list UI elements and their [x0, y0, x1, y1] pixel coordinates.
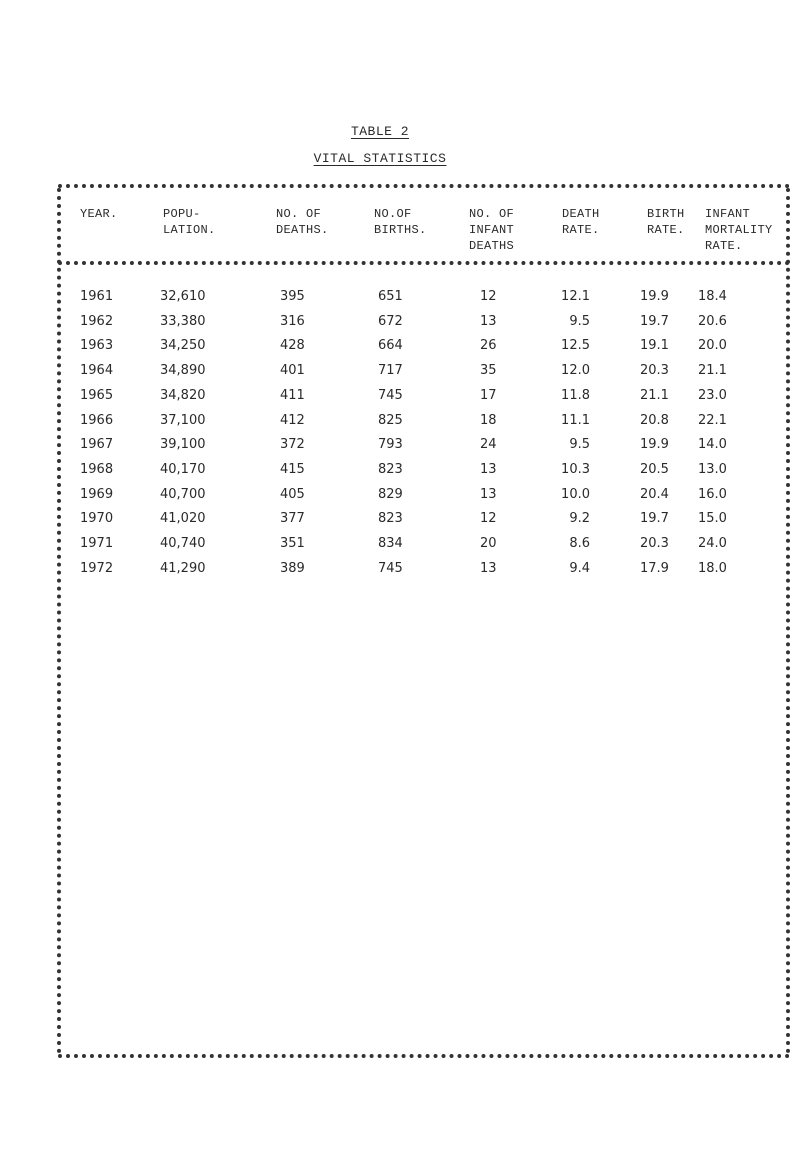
cell-births: 834: [378, 536, 403, 551]
cell-population: 34,890: [160, 363, 206, 379]
cell-death-rate: 12.5: [561, 338, 590, 354]
cell-death-rate: 12.0: [561, 363, 590, 379]
cell-population: 41,020: [160, 511, 206, 527]
cell-deaths: 316: [280, 313, 305, 329]
cell-death-rate: 9.4: [569, 560, 590, 576]
cell-deaths: 405: [280, 486, 305, 502]
cell-deaths: 401: [280, 363, 305, 379]
cell-birth-rate: 20.3: [640, 363, 669, 379]
cell-birth-rate: 17.9: [640, 560, 669, 576]
cell-birth-rate: 19.9: [640, 437, 669, 453]
cell-death-rate: 11.1: [561, 412, 590, 428]
table-title-text: TABLE 2: [350, 124, 410, 139]
cell-infant-deaths: 20: [480, 536, 497, 551]
cell-year: 1972: [80, 560, 114, 576]
header-population: POPU- LATION.: [163, 207, 216, 237]
cell-death-rate: 9.5: [569, 437, 590, 453]
cell-population: 40,740: [160, 536, 206, 551]
cell-infant-mortality: 16.0: [698, 486, 727, 502]
header-births: NO.OF BIRTHS.: [374, 207, 427, 237]
table-subtitle: [0, 151, 760, 166]
cell-infant-mortality: 20.6: [698, 313, 727, 329]
cell-birth-rate: 21.1: [640, 387, 669, 403]
cell-death-rate: 8.6: [569, 536, 590, 551]
cell-infant-mortality: 13.0: [698, 461, 727, 477]
table-title: [0, 124, 760, 139]
cell-year: 1967: [80, 437, 114, 453]
cell-birth-rate: 20.5: [640, 461, 669, 477]
bottom-dotted-border: [58, 1054, 790, 1058]
cell-birth-rate: 19.7: [640, 313, 669, 329]
header-infant-deaths: NO. OF INFANT DEATHS: [469, 207, 515, 253]
cell-infant-deaths: 35: [480, 363, 497, 379]
cell-year: 1965: [80, 387, 114, 403]
cell-birth-rate: 20.4: [640, 486, 669, 502]
cell-births: 823: [378, 511, 403, 527]
cell-infant-mortality: 18.0: [698, 560, 727, 576]
cell-infant-deaths: 13: [480, 313, 497, 329]
cell-population: 41,290: [160, 560, 206, 576]
cell-infant-mortality: 22.1: [698, 412, 727, 428]
cell-population: 34,250: [160, 338, 206, 354]
cell-year: 1966: [80, 412, 114, 428]
cell-deaths: 428: [280, 338, 305, 354]
header-infant-mortality: INFANT MORTALITY RATE.: [705, 207, 773, 253]
cell-deaths: 395: [280, 289, 305, 304]
cell-infant-deaths: 13: [480, 461, 497, 477]
header-birth-rate: BIRTH RATE.: [647, 207, 685, 237]
cell-births: 664: [378, 338, 403, 354]
cell-births: 793: [378, 437, 403, 453]
cell-infant-mortality: 15.0: [698, 511, 727, 527]
cell-birth-rate: 19.7: [640, 511, 669, 527]
cell-year: 1971: [80, 536, 114, 551]
cell-deaths: 412: [280, 412, 305, 428]
cell-year: 1970: [80, 511, 114, 527]
cell-year: 1962: [80, 313, 114, 329]
cell-infant-mortality: 20.0: [698, 338, 727, 354]
cell-births: 745: [378, 387, 403, 403]
cell-year: 1961: [80, 289, 114, 304]
cell-infant-mortality: 21.1: [698, 363, 727, 379]
table-row: [0, 338, 800, 358]
cell-deaths: 372: [280, 437, 305, 453]
cell-infant-deaths: 17: [480, 387, 497, 403]
cell-death-rate: 12.1: [561, 289, 590, 304]
cell-infant-deaths: 24: [480, 437, 497, 453]
cell-birth-rate: 19.1: [640, 338, 669, 354]
table-row: [0, 289, 800, 309]
cell-infant-deaths: 12: [480, 511, 497, 527]
cell-year: 1963: [80, 338, 114, 354]
cell-birth-rate: 20.3: [640, 536, 669, 551]
cell-infant-deaths: 13: [480, 486, 497, 502]
cell-births: 672: [378, 313, 403, 329]
cell-births: 745: [378, 560, 403, 576]
cell-death-rate: 11.8: [561, 387, 590, 403]
table-subtitle-text: VITAL STATISTICS: [313, 151, 447, 166]
cell-birth-rate: 19.9: [640, 289, 669, 304]
cell-year: 1968: [80, 461, 114, 477]
cell-births: 717: [378, 363, 403, 379]
cell-infant-deaths: 12: [480, 289, 497, 304]
cell-infant-mortality: 18.4: [698, 289, 727, 304]
cell-births: 825: [378, 412, 403, 428]
cell-infant-deaths: 26: [480, 338, 497, 354]
table-row: [0, 536, 800, 556]
cell-year: 1969: [80, 486, 114, 502]
cell-deaths: 415: [280, 461, 305, 477]
header-dotted-separator: [58, 261, 790, 265]
cell-infant-mortality: 24.0: [698, 536, 727, 551]
cell-population: 33,380: [160, 313, 206, 329]
cell-population: 34,820: [160, 387, 206, 403]
cell-population: 39,100: [160, 437, 206, 453]
header-year: YEAR.: [80, 207, 118, 221]
table-row: [0, 487, 800, 507]
cell-population: 37,100: [160, 412, 206, 428]
top-dotted-border: [58, 184, 790, 188]
cell-death-rate: 10.3: [561, 461, 590, 477]
cell-population: 40,170: [160, 461, 206, 477]
cell-births: 829: [378, 486, 403, 502]
table-row: [0, 388, 800, 408]
header-death-rate: DEATH RATE.: [562, 207, 600, 237]
cell-death-rate: 9.5: [569, 313, 590, 329]
cell-infant-mortality: 23.0: [698, 387, 727, 403]
table-row: [0, 561, 800, 581]
cell-deaths: 411: [280, 387, 305, 403]
table-row: [0, 413, 800, 433]
cell-population: 40,700: [160, 486, 206, 502]
cell-population: 32,610: [160, 289, 206, 304]
header-deaths: NO. OF DEATHS.: [276, 207, 329, 237]
table-row: [0, 511, 800, 531]
cell-deaths: 389: [280, 560, 305, 576]
cell-infant-deaths: 18: [480, 412, 497, 428]
cell-infant-mortality: 14.0: [698, 437, 727, 453]
table-row: [0, 437, 800, 457]
cell-death-rate: 10.0: [561, 486, 590, 502]
cell-births: 651: [378, 289, 403, 304]
cell-year: 1964: [80, 363, 114, 379]
cell-infant-deaths: 13: [480, 560, 497, 576]
cell-deaths: 377: [280, 511, 305, 527]
cell-births: 823: [378, 461, 403, 477]
cell-birth-rate: 20.8: [640, 412, 669, 428]
table-row: [0, 363, 800, 383]
table-row: [0, 462, 800, 482]
cell-death-rate: 9.2: [569, 511, 590, 527]
cell-deaths: 351: [280, 536, 305, 551]
table-row: [0, 314, 800, 334]
